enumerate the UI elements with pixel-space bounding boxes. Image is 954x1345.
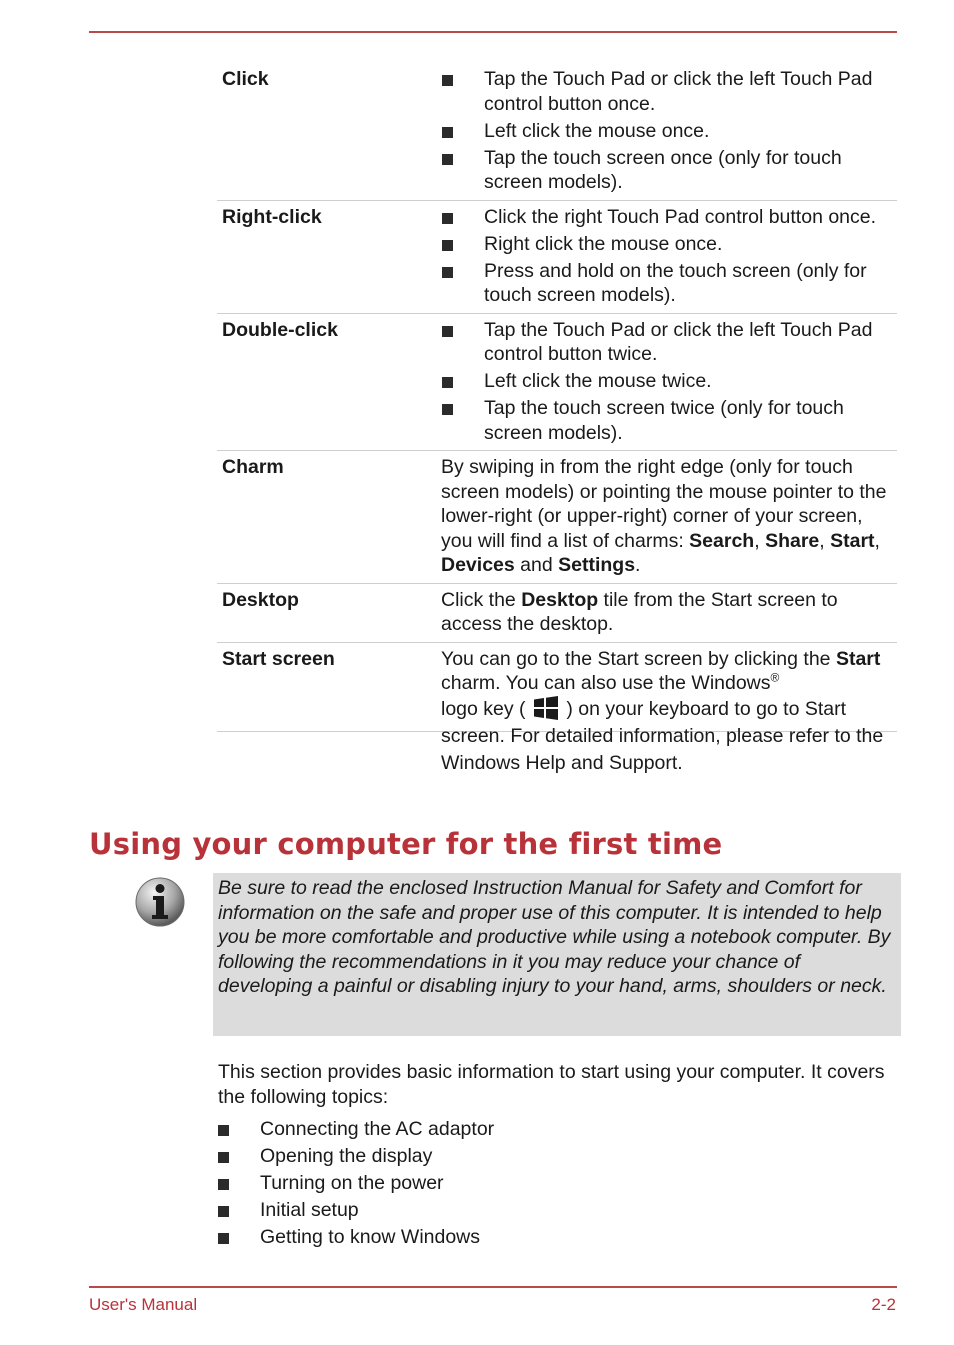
description-text: By swiping in from the right edge (only for touch screen models) or pointing the mouse pointer to the lower-right (or upper-right) corner of your screen, you will find a list of charms: xyxy=(441,456,887,552)
topics-list xyxy=(217,1117,494,1252)
windows-logo-icon xyxy=(533,696,559,720)
bullet-list xyxy=(441,67,891,195)
list-item: Tap the touch screen once (only for touch screen models). xyxy=(441,146,891,195)
table-row xyxy=(217,64,897,201)
description-text: Click the xyxy=(441,588,522,611)
intro-paragraph: This section provides basic information to start using your computer. It covers the following topics: xyxy=(218,1061,885,1108)
bullet-list xyxy=(441,318,891,446)
charm-search: Search xyxy=(689,529,755,552)
description-text: charm. You can also use the Windows xyxy=(441,672,771,694)
separator: and xyxy=(514,554,559,576)
row-description xyxy=(441,588,897,637)
desktop-tile-label: Desktop xyxy=(521,588,599,611)
safety-note: Be sure to read the enclosed Instruction Manual for Safety and Comfort for information on the safe and proper use of this computer. It is intended to help you be more comfortable and productive while using a notebook computer. By following the recommendations in it you may reduce your chance of developing a painful or disabling injury to your hand, arms, shoulders or neck. xyxy=(213,873,901,1036)
operations-table xyxy=(217,64,897,774)
list-item: Right click the mouse once. xyxy=(441,232,891,257)
list-item: Press and hold on the touch screen (only for touch screen models). xyxy=(441,259,891,308)
list-item: Turning on the power xyxy=(217,1171,494,1196)
charm-start: Start xyxy=(830,529,875,552)
table-row xyxy=(217,643,897,774)
list-item: Tap the touch screen twice (only for touch screen models). xyxy=(441,396,891,445)
row-term: Right-click xyxy=(222,205,322,228)
separator: , xyxy=(754,529,766,552)
list-item: Left click the mouse once. xyxy=(441,119,891,144)
table-row xyxy=(217,201,897,314)
list-item: Connecting the AC adaptor xyxy=(217,1117,494,1142)
row-description xyxy=(441,318,897,446)
description-text: You can go to the Start screen by clicking the xyxy=(441,647,836,670)
row-term: Charm xyxy=(222,456,284,478)
list-item: Left click the mouse twice. xyxy=(441,369,891,394)
charm-settings: Settings xyxy=(558,554,636,576)
row-term: Click xyxy=(222,68,269,90)
header-rule xyxy=(89,31,897,33)
footer-title: User's Manual xyxy=(89,1295,198,1314)
table-row xyxy=(217,584,897,643)
list-item: Tap the Touch Pad or click the left Touch Pad control button twice. xyxy=(441,318,891,367)
list-item: Tap the Touch Pad or click the left Touch Pad control button once. xyxy=(441,67,891,116)
charm-share: Share xyxy=(765,529,820,552)
section-heading: Using your computer for the first time xyxy=(89,827,723,861)
separator: , xyxy=(874,529,880,552)
table-row xyxy=(217,451,897,584)
info-icon xyxy=(134,876,186,928)
list-item: Getting to know Windows xyxy=(217,1225,494,1250)
separator: . xyxy=(635,554,641,576)
separator: , xyxy=(819,529,831,552)
row-description xyxy=(441,205,897,308)
row-description xyxy=(441,67,897,195)
row-term: Start screen xyxy=(222,647,335,670)
logo-key-line xyxy=(441,696,891,774)
row-description xyxy=(441,455,897,578)
list-item: Opening the display xyxy=(217,1144,494,1169)
list-item: Click the right Touch Pad control button once. xyxy=(441,205,891,230)
row-term: Double-click xyxy=(222,318,338,341)
description-text: tile from the Start screen to access the desktop. xyxy=(441,588,838,635)
description-text: logo key ( xyxy=(441,697,526,720)
table-row xyxy=(217,314,897,452)
bullet-list xyxy=(441,205,891,308)
row-description xyxy=(441,647,897,774)
charm-devices: Devices xyxy=(441,554,515,576)
start-charm-label: Start xyxy=(835,647,881,670)
description-text: ) on your keyboard to go to Start screen. For detailed information, please refer to the Windows Help and Support. xyxy=(441,697,884,774)
page-number: 2-2 xyxy=(871,1295,896,1314)
list-item: Initial setup xyxy=(217,1198,494,1223)
footer-rule xyxy=(89,1286,897,1288)
registered-mark: ® xyxy=(770,670,780,685)
row-term: Desktop xyxy=(222,588,299,611)
